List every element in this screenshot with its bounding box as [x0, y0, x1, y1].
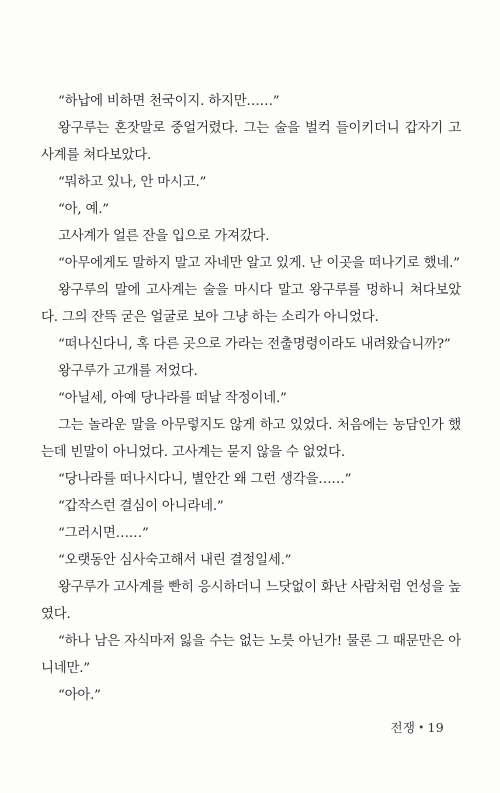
body-text — [41, 88, 461, 709]
page-number: 19 — [427, 720, 444, 735]
paragraph: “당나라를 떠나시다니, 별안간 왜 그런 생각을……” — [58, 472, 352, 487]
paragraph: “아아.” — [58, 688, 101, 703]
paragraph: 고사계가 얼른 잔을 입으로 가져갔다. — [58, 229, 270, 244]
footer-separator: • — [418, 723, 425, 734]
paragraph: “아무에게도 말하지 말고 자네만 알고 있게. 난 이곳을 떠나기로 했네.” — [58, 256, 460, 271]
page-footer — [391, 718, 444, 736]
paragraph: “하납에 비하면 천국이지. 하지만……” — [58, 94, 280, 109]
paragraph: “그러시면……” — [58, 526, 149, 541]
paragraph: 왕구루가 고사계를 빤히 응시하더니 느닷없이 화난 사람처럼 언성을 높였다. — [41, 580, 461, 622]
paragraph: 그는 놀라운 말을 아무렇지도 않게 하고 있었다. 처음에는 농담인가 했는데 빈말이 아니었다. 고사계는 묻지 않을 수 없었다. — [41, 418, 461, 460]
paragraph: “아, 예.” — [58, 202, 109, 217]
running-title: 전쟁 — [390, 720, 416, 735]
paragraph: “오랫동안 심사숙고해서 내린 결정일세.” — [58, 553, 292, 568]
paragraph: “떠나신다니, 혹 다른 곳으로 가라는 전출명령이라도 내려왔습니까?” — [58, 337, 451, 352]
paragraph: “하나 남은 자식마저 잃을 수는 없는 노릇 아닌가! 물론 그 때문만은 아니네만.” — [41, 634, 461, 676]
paragraph: “갑작스런 결심이 아니라네.” — [58, 499, 224, 514]
paragraph: “뭐하고 있나, 안 마시고.” — [58, 175, 207, 190]
paragraph: 왕구루의 말에 고사계는 술을 마시다 말고 왕구루를 멍하니 쳐다보았다. 그의 잔뜩 굳은 얼굴로 보아 그냥 하는 소리가 아니었다. — [41, 283, 461, 325]
paragraph: 왕구루가 고개를 저었다. — [58, 364, 198, 379]
paragraph: 왕구루는 혼잣말로 중얼거렸다. 그는 술을 벌컥 들이키더니 갑자기 고사계를 쳐다보았다. — [41, 121, 461, 163]
paragraph: “아닐세, 아예 당나라를 떠날 작정이네.” — [58, 391, 287, 406]
